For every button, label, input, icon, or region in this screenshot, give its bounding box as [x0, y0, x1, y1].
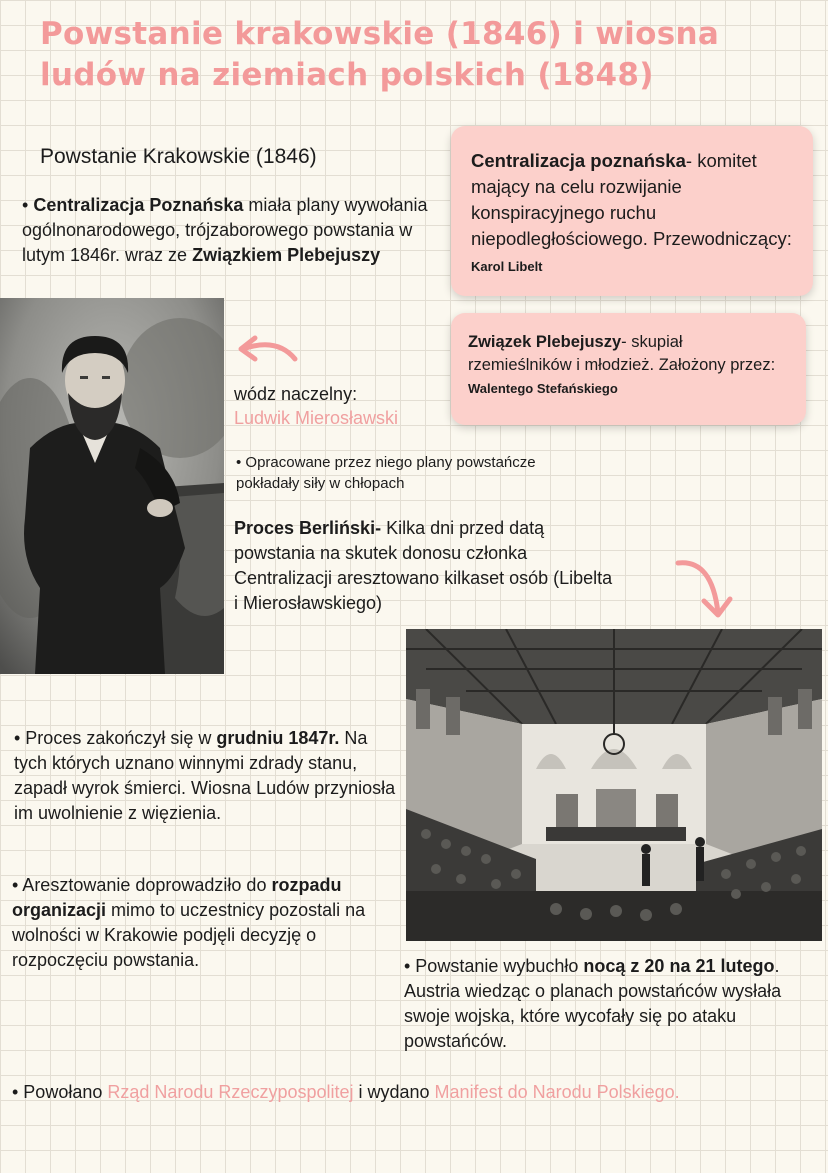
- final-paragraph: [12, 1080, 702, 1105]
- card-centralizacja-text: - komitet mający na celu rozwijanie konspiracyjnego ruchu niepodległościowego. Przewodniczący:: [471, 150, 792, 249]
- card-zwiazek-title: Związek Plebejuszy: [468, 333, 622, 351]
- proces-end-text2: Na tych których uznano winnymi zdrady stanu, zapadł wyrok śmierci. Wiosna Ludów przyniosła im uwolnienie z więzienia.: [14, 728, 396, 823]
- proces-end-bold: grudniu 1847r.: [216, 728, 340, 748]
- proces-bold: Proces Berliński-: [234, 518, 382, 538]
- arrow-left-icon: [233, 333, 301, 370]
- arrest-bold: rozpadu organizacji: [12, 875, 342, 920]
- portrait-photo: [0, 298, 224, 674]
- final-text1: • Powołano: [12, 1082, 108, 1102]
- proces-end-paragraph: [14, 726, 404, 826]
- outbreak-text1: • Powstanie wybuchło: [404, 956, 584, 976]
- outbreak-bold: nocą z 20 na 21 lutego: [583, 956, 775, 976]
- proces-end-text1: • Proces zakończył się w: [14, 728, 217, 748]
- arrow-down-icon: [672, 553, 742, 628]
- arrest-text1: • Aresztowanie doprowadziło do: [12, 875, 272, 895]
- bullet: •: [22, 195, 29, 215]
- outbreak-paragraph: [404, 954, 814, 1054]
- proces-text: Kilka dni przed datą powstania na skutek donosu członka Centralizacji aresztowano kilkaset osób (Libelta i Mierosławskiego): [234, 518, 613, 613]
- outbreak-text2: . Austria wiedząc o planach powstańców wysłała swoje wojska, które wycofały się po ataku powstańców.: [404, 956, 782, 1051]
- page-title: Powstanie krakowskie (1846) i wiosna ludów na ziemiach polskich (1848): [40, 16, 720, 93]
- commander-name: Ludwik Mierosławski: [234, 408, 399, 428]
- intro-paragraph: [22, 193, 437, 268]
- intro-bold-centralizacja: Centralizacja Poznańska: [33, 195, 244, 215]
- courtroom-engraving: [406, 629, 822, 941]
- card-centralizacja: [451, 126, 813, 296]
- intro-text: miała plany wywołania ogólnonarodowego, trójzaborowego powstania w lutym 1846r. wraz ze: [22, 195, 428, 265]
- final-pink-rzad: Rząd Narodu Rzeczypospolitej: [107, 1082, 354, 1102]
- card-zwiazek: [451, 313, 806, 425]
- card-centralizacja-title: Centralizacja poznańska: [471, 150, 686, 171]
- arrest-text2: mimo to uczestnicy pozostali na wolności w Krakowie podjęli decyzję o rozpoczęciu powstania.: [12, 900, 366, 970]
- final-pink-manifest: Manifest do Narodu Polskiego.: [434, 1082, 680, 1102]
- card-zwiazek-name: Walentego Stefańskiego: [468, 381, 618, 396]
- card-centralizacja-name: Karol Libelt: [471, 259, 543, 274]
- courtroom-image: [406, 629, 822, 941]
- commander-note: • Opracowane przez niego plany powstańcze pokładały siły w chłopach: [236, 454, 536, 492]
- proces-berlinski: [234, 516, 614, 616]
- portrait-image: [0, 298, 224, 674]
- final-text2: i wydano: [353, 1082, 435, 1102]
- card-zwiazek-text: - skupiał rzemieślników i młodzież. Założony przez:: [468, 333, 776, 374]
- arrest-paragraph: [12, 873, 382, 973]
- intro-bold-zwiazek: Związkiem Plebejuszy: [192, 245, 381, 265]
- section-heading: Powstanie Krakowskie (1846): [40, 145, 317, 168]
- commander-label: wódz naczelny:: [234, 384, 358, 404]
